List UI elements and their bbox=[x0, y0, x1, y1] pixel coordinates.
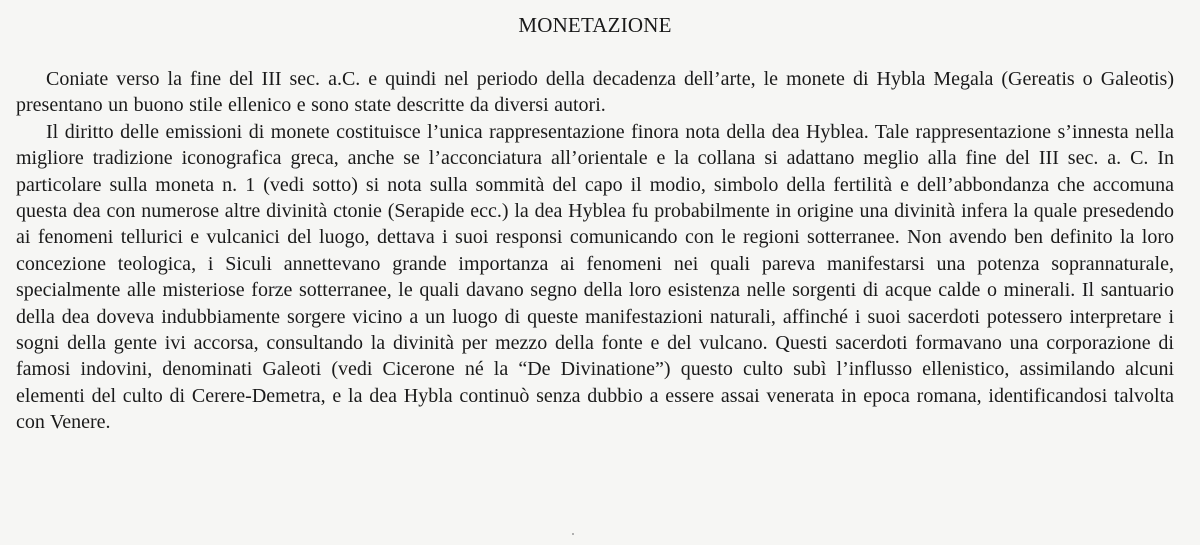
page-title: MONETAZIONE bbox=[518, 13, 672, 37]
paragraph-intro: Coniate verso la fine del III sec. a.C. e quindi nel periodo della decadenza dell’arte, le monete di Hybla Megala (Gereatis o Galeotis) presentano un buono stile ellenico e sono state descritte da diversi autori. bbox=[16, 68, 1174, 117]
paragraph-body: Il diritto delle emissioni di monete costituisce l’unica rappresentazione finora nota della dea Hyblea. Tale rappresentazione s’innesta nella migliore tradizione iconografica greca, anche se l’acconciatura all’orientale e la collana si adattano meglio alla fine del III sec. a. C. In particolare sulla moneta n. 1 (vedi sotto) si nota sulla sommità del capo il modio, simbolo della fertilità e dell’abbondanza che accomuna questa dea con numerose altre divinità ctonie (Serapide ecc.) la dea Hyblea fu probabilmente in origine una divinità infera la quale presedendo ai fenomeni tellurici e vulcanici del luogo, dettava i suoi responsi comunicando con le regioni sotterranee. Non avendo ben definito la loro concezione teologica, i Siculi annettevano grande importanza ai fenomeni nei quali pareva manifestarsi una potenza soprannaturale, specialmente alle misteriose forze sotterranee, le quali davano segno della loro esistenza nelle sorgenti di acque calde o minerali. Il santuario della dea doveva indubbiamente sorgere vicino a un luogo di queste manifestazioni naturali, affinché i suoi sacerdoti potessero interpretare i sogni della gente ivi accorsa, consultando la divinità per mezzo della fonte e del vulcano. Questi sacerdoti formavano una corporazione di famosi indovini, denominati Galeoti (vedi Cicerone né la “De Divinatione”) questo culto subì l’influsso ellenistico, assimilando alcuni elementi del culto di Cerere-Demetra, e la dea Hybla continuò senza dubbio a essere assai venerata in epoca romana, identificandosi talvolta con Venere. bbox=[16, 120, 1174, 434]
scan-speck bbox=[572, 533, 574, 535]
